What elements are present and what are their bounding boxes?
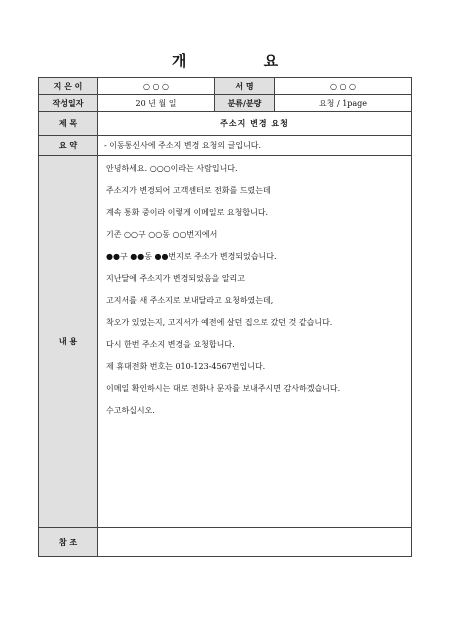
content-lines	[106, 164, 403, 416]
content-line: 기존 ○○구 ○○동 ○○번지에서	[106, 230, 218, 239]
reference-value	[98, 528, 412, 557]
content-line: 안녕하세요. ○○○이라는 사람입니다.	[106, 164, 238, 173]
subject-value: 주소지 변경 요청	[98, 112, 412, 136]
subject-label: 제 목	[39, 112, 98, 136]
reference-label: 참 조	[39, 528, 98, 557]
content-line: 이메일 확인하시는 대로 전화나 문자를 보내주시면 감사하겠습니다.	[106, 384, 341, 393]
name-label: 서 명	[215, 78, 275, 95]
category-value: 요청 / 1page	[275, 95, 412, 112]
content-line: 수고하십시오.	[106, 406, 155, 415]
overview-table	[38, 77, 412, 557]
author-value: ○ ○ ○	[98, 78, 215, 95]
content-line: 고지서를 새 주소지로 보내달라고 요청하였는데,	[106, 296, 274, 305]
author-label: 지 은 이	[39, 78, 98, 95]
summary-value: - 이동통신사에 주소지 변경 요청의 글입니다.	[98, 136, 412, 156]
content-body	[98, 156, 412, 528]
content-line: 착오가 있었는지, 고지서가 예전에 살던 집으로 갔던 것 같습니다.	[106, 318, 333, 327]
content-label: 내 용	[39, 156, 98, 528]
content-line: ●●구 ●●동 ●●번지로 주소가 변경되었습니다.	[106, 252, 277, 261]
category-label: 분류/분량	[215, 95, 275, 112]
content-line: 제 휴대전화 번호는 010-123-4567번입니다.	[106, 362, 266, 371]
content-line: 다시 한번 주소지 변경을 요청합니다.	[106, 340, 235, 349]
summary-label: 요 약	[39, 136, 98, 156]
date-label: 작성일자	[39, 95, 98, 112]
content-line: 주소지가 변경되어 고객센터로 전화를 드렸는데	[106, 186, 271, 195]
content-line: 계속 통화 중이라 이렇게 이메일로 요청합니다.	[106, 208, 269, 217]
content-line: 지난달에 주소지가 변경되었음을 알리고	[106, 274, 246, 283]
document-title: 개 요	[171, 52, 315, 70]
date-value: 20 년 월 일	[98, 95, 215, 112]
name-value: ○ ○ ○	[275, 78, 412, 95]
